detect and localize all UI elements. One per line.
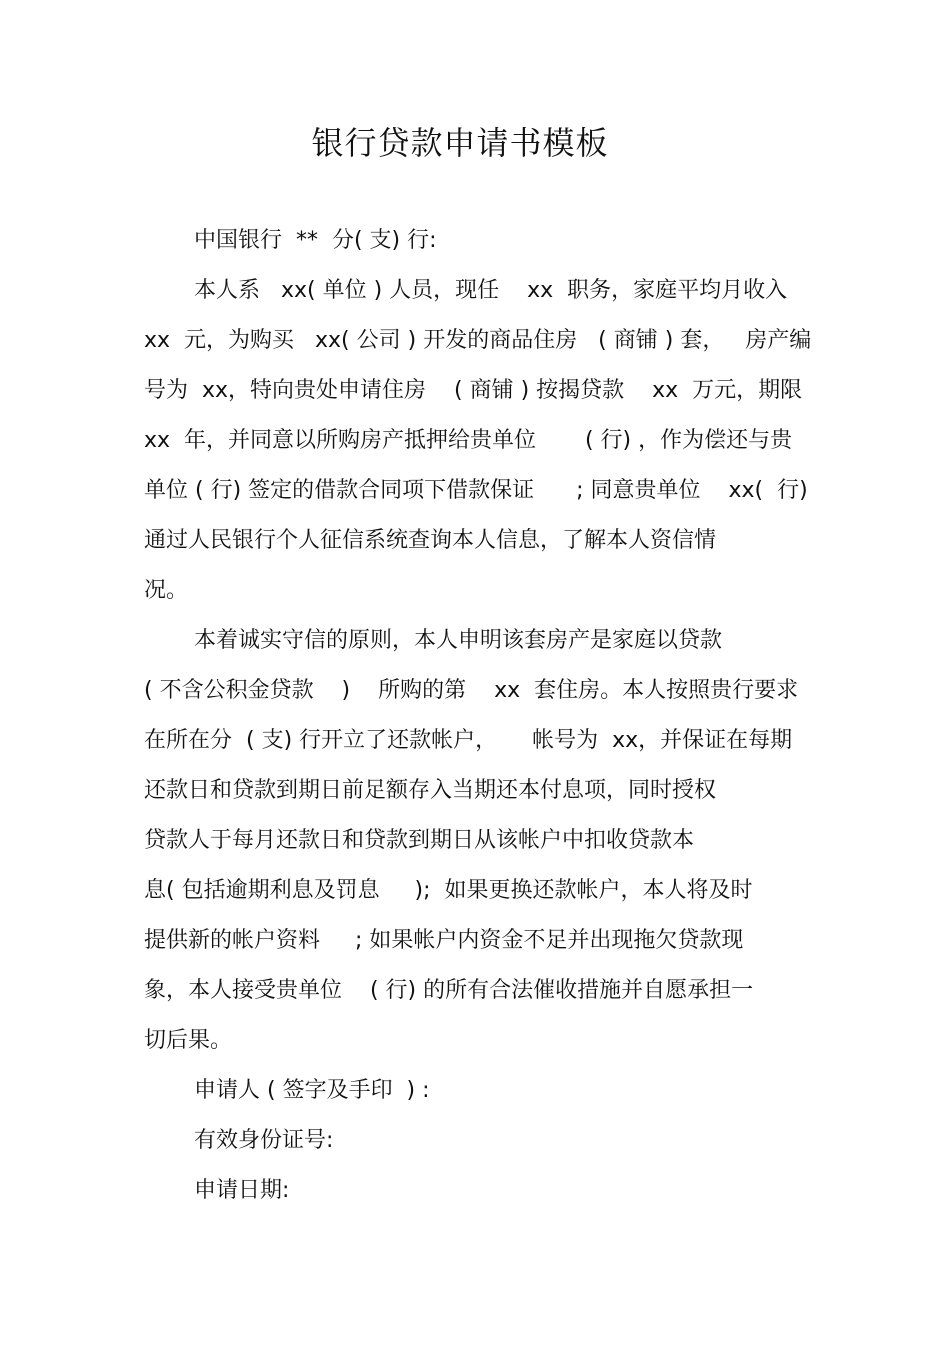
- paragraph2-line-4: 还款日和贷款到期日前足额存入当期还本付息项，同时授权: [144, 778, 717, 803]
- salutation: 中国银行 ** 分( 支) 行:: [194, 228, 437, 253]
- paragraph2-line-8: 象，本人接受贵单位 ( 行) 的所有合法催收措施并自愿承担一: [144, 978, 754, 1003]
- paragraph2-line-6: 息( 包括逾期利息及罚息 ); 如果更换还款帐户，本人将及时: [144, 878, 753, 903]
- id-number-field: 有效身份证号:: [194, 1128, 334, 1153]
- paragraph2-line-2: ( 不含公积金贷款 ) 所购的第 xx 套住房。本人按照贵行要求: [144, 678, 799, 703]
- paragraph2-line-9: 切后果。: [144, 1028, 233, 1053]
- application-date-field: 申请日期:: [194, 1178, 290, 1203]
- paragraph1-line-1: 本人系 xx( 单位 ) 人员，现任 xx 职务，家庭平均月收入: [194, 278, 788, 303]
- paragraph2-line-5: 贷款人于每月还款日和贷款到期日从该帐户中扣收贷款本: [144, 828, 695, 853]
- paragraph2-line-3: 在所在分 ( 支) 行开立了还款帐户， 帐号为 xx，并保证在每期: [144, 728, 793, 753]
- paragraph1-line-2: xx 元，为购买 xx( 公司 ) 开发的商品住房 ( 商铺 ) 套， 房产编: [144, 328, 812, 353]
- paragraph1-line-3: 号为 xx，特向贵处申请住房 ( 商铺 ) 按揭贷款 xx 万元，期限: [144, 378, 803, 403]
- paragraph1-line-7: 况。: [144, 578, 189, 603]
- paragraph1-line-4: xx 年，并同意以所购房产抵押给贵单位 ( 行) ，作为偿还与贵: [144, 428, 793, 453]
- applicant-signature-field: 申请人 ( 签字及手印 ) :: [194, 1078, 430, 1103]
- paragraph1-line-5: 单位 ( 行) 签定的借款合同项下借款保证 ; 同意贵单位 xx( 行): [144, 478, 808, 503]
- paragraph2-line-1: 本着诚实守信的原则，本人申明该套房产是家庭以贷款: [194, 628, 723, 653]
- document-title: 银行贷款申请书模板: [311, 124, 609, 162]
- paragraph1-line-6: 通过人民银行个人征信系统查询本人信息，了解本人资信情: [144, 528, 717, 553]
- paragraph2-line-7: 提供新的帐户资料 ; 如果帐户内资金不足并出现拖欠贷款现: [144, 928, 744, 953]
